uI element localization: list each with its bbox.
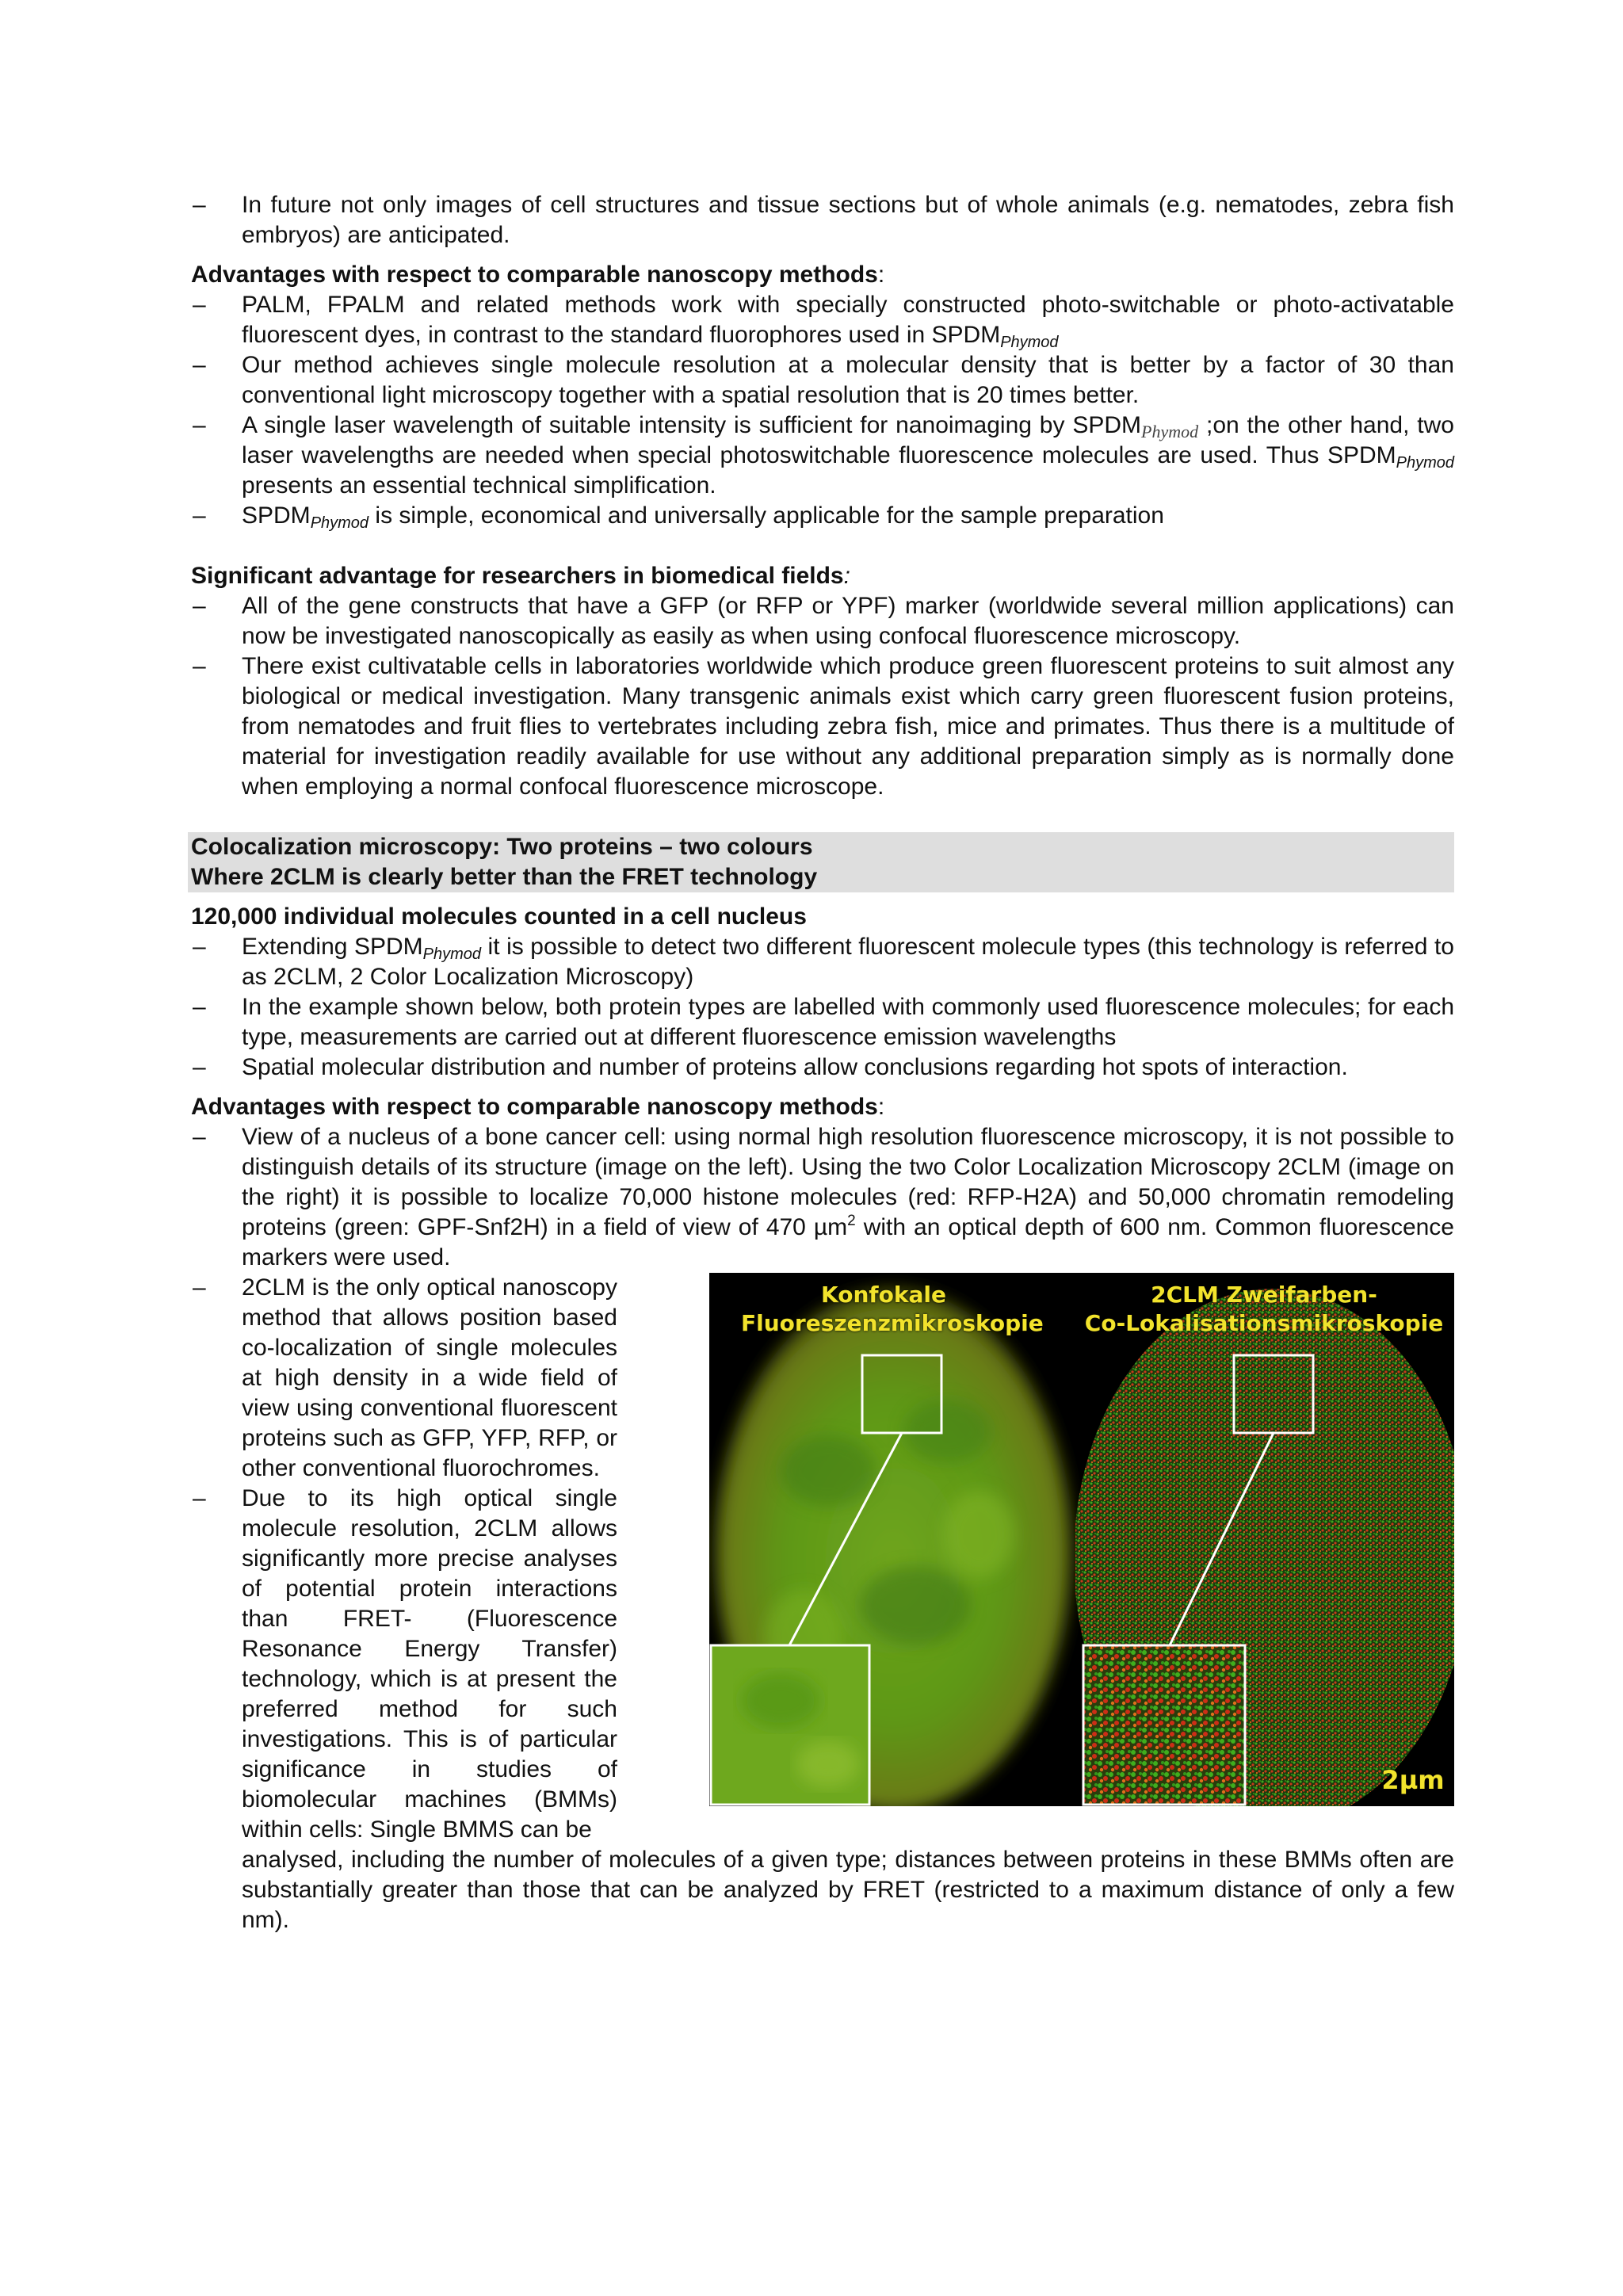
- intro-list: [191, 190, 1454, 250]
- microscopy-image: [709, 1273, 1454, 1806]
- list-item: – Our method achieves single molecule resolution at a molecular density that is better by a factor of 30 than conventional light microscopy together with a spatial resolution that is 20 times better.: [191, 350, 1454, 411]
- list-item: – 2CLM is the only optical nanoscopy method that allows position based co-localization of single molecules at high density in a wide field of view using conventional fluorescent proteins such as GFP, YFP, RFP, or other conventional fluorochromes.: [191, 1273, 617, 1484]
- list-item: – Due to its high optical single molecule resolution, 2CLM allows significantly more precise analyses of potential protein interactions than FRET- (Fluorescence Resonance Energy Transfer) technology, which is at present the preferred method for such investigations. This is of particular significance in studies of biomolecular machines (BMMs) within cells: Single BMMS can be: [191, 1484, 617, 1845]
- list-item-continued: analysed, including the number of molecules of a given type; distances between proteins in these BMMs often are substantially greater than those that can be analyzed by FRET (restricted to a maximum distance of only a few nm).: [242, 1847, 1454, 1933]
- list-item: – All of the gene constructs that have a GFP (or RFP or YPF) marker (worldwide several million applications) can now be investigated nanoscopically as easily as when using confocal fluorescence microscopy.: [191, 591, 1454, 651]
- list-item: – PALM, FPALM and related methods work with specially constructed photo-switchable or photo-activatable fluorescent dyes, in contrast to the standard fluorophores used in $SPDM_{Phymod}$: [191, 290, 1454, 350]
- section-heading-advantages: Advantages with respect to comparable nanoscopy methods:: [191, 262, 885, 288]
- section-heading-molecules: 120,000 individual molecules counted in a cell nucleus: [191, 904, 807, 930]
- section-heading-advantages-2: Advantages with respect to comparable nanoscopy methods:: [191, 1094, 885, 1120]
- advantages-list: [191, 290, 1454, 531]
- list-item: – A single laser wavelength of suitable intensity is sufficient for nanoimaging by $SPDM_{Phymod}$ ;on the other hand, two laser wavelengths are needed when special photoswitchable fluorescence molecules are used. Thus $SPDM_{Phymod}$ presents an essential technical simplification.: [191, 411, 1454, 501]
- colocalization-title-box: Colocalization microscopy: Two proteins – two colours Where 2CLM is clearly better than the FRET technology: [188, 832, 1454, 892]
- list-item: – Extending $SPDM_{Phymod}$ it is possible to detect two different fluorescent molecule types (this technology is referred to as 2CLM, 2 Color Localization Microscopy): [191, 932, 1454, 992]
- researchers-list: [191, 591, 1454, 802]
- list-item: – View of a nucleus of a bone cancer cell: using normal high resolution fluorescence microscopy, it is not possible to distinguish details of its structure (image on the left). Using the two Color Localization Microscopy 2CLM (image on the right) it is possible to localize 70,000 histone molecules (red: RFP-H2A) and 50,000 chromatin remodeling proteins (green: GPF-Snf2H) in a field of view of 470 µm$^2$ with an optical depth of 600 nm. Common fluorescence markers were used.: [191, 1122, 1454, 1273]
- advantages-2-list-float: [191, 1273, 617, 1845]
- advantages-2-list-continued: [191, 1845, 1454, 1935]
- scale-bar-label: 2µm: [1381, 1765, 1445, 1795]
- list-item: – There exist cultivatable cells in laboratories worldwide which produce green fluorescent proteins to suit almost any biological or medical investigation. Many transgenic animals exist which carry green fluorescent fusion proteins, from nematodes and fruit flies to vertebrates including zebra fish, mice and primates. Thus there is a multitude of material for investigation readily available for use without any additional preparation simply as is normally done when employing a normal confocal fluorescence microscope.: [191, 651, 1454, 802]
- document-page: [191, 190, 1454, 1935]
- list-item: – In the example shown below, both protein types are labelled with commonly used fluorescence molecules; for each type, measurements are carried out at different fluorescence emission wavelengths: [191, 992, 1454, 1052]
- list-item: – $SPDM_{Phymod}$ is simple, economical and universally applicable for the sample preparation: [191, 501, 1454, 531]
- clm-label: 2CLM Zweifarben- Co-Lokalisationsmikroskopie: [1084, 1282, 1444, 1336]
- section-heading-researchers: Significant advantage for researchers in biomedical fields:: [191, 563, 850, 589]
- list-item: – Spatial molecular distribution and number of proteins allow conclusions regarding hot spots of interaction.: [191, 1052, 1454, 1083]
- list-item: – In future not only images of cell structures and tissue sections but of whole animals (e.g. nematodes, zebra fish embryos) are anticipated.: [191, 190, 1454, 250]
- confocal-label: Konfokale Fluoreszenzmikroskopie: [741, 1282, 1044, 1336]
- colocalization-list: [191, 932, 1454, 1083]
- zoom-inset-right: [1083, 1645, 1245, 1805]
- advantages-2-list: [191, 1122, 1454, 1273]
- microscopy-comparison-figure: [709, 1273, 1454, 1806]
- figure-section: [191, 1273, 1454, 1845]
